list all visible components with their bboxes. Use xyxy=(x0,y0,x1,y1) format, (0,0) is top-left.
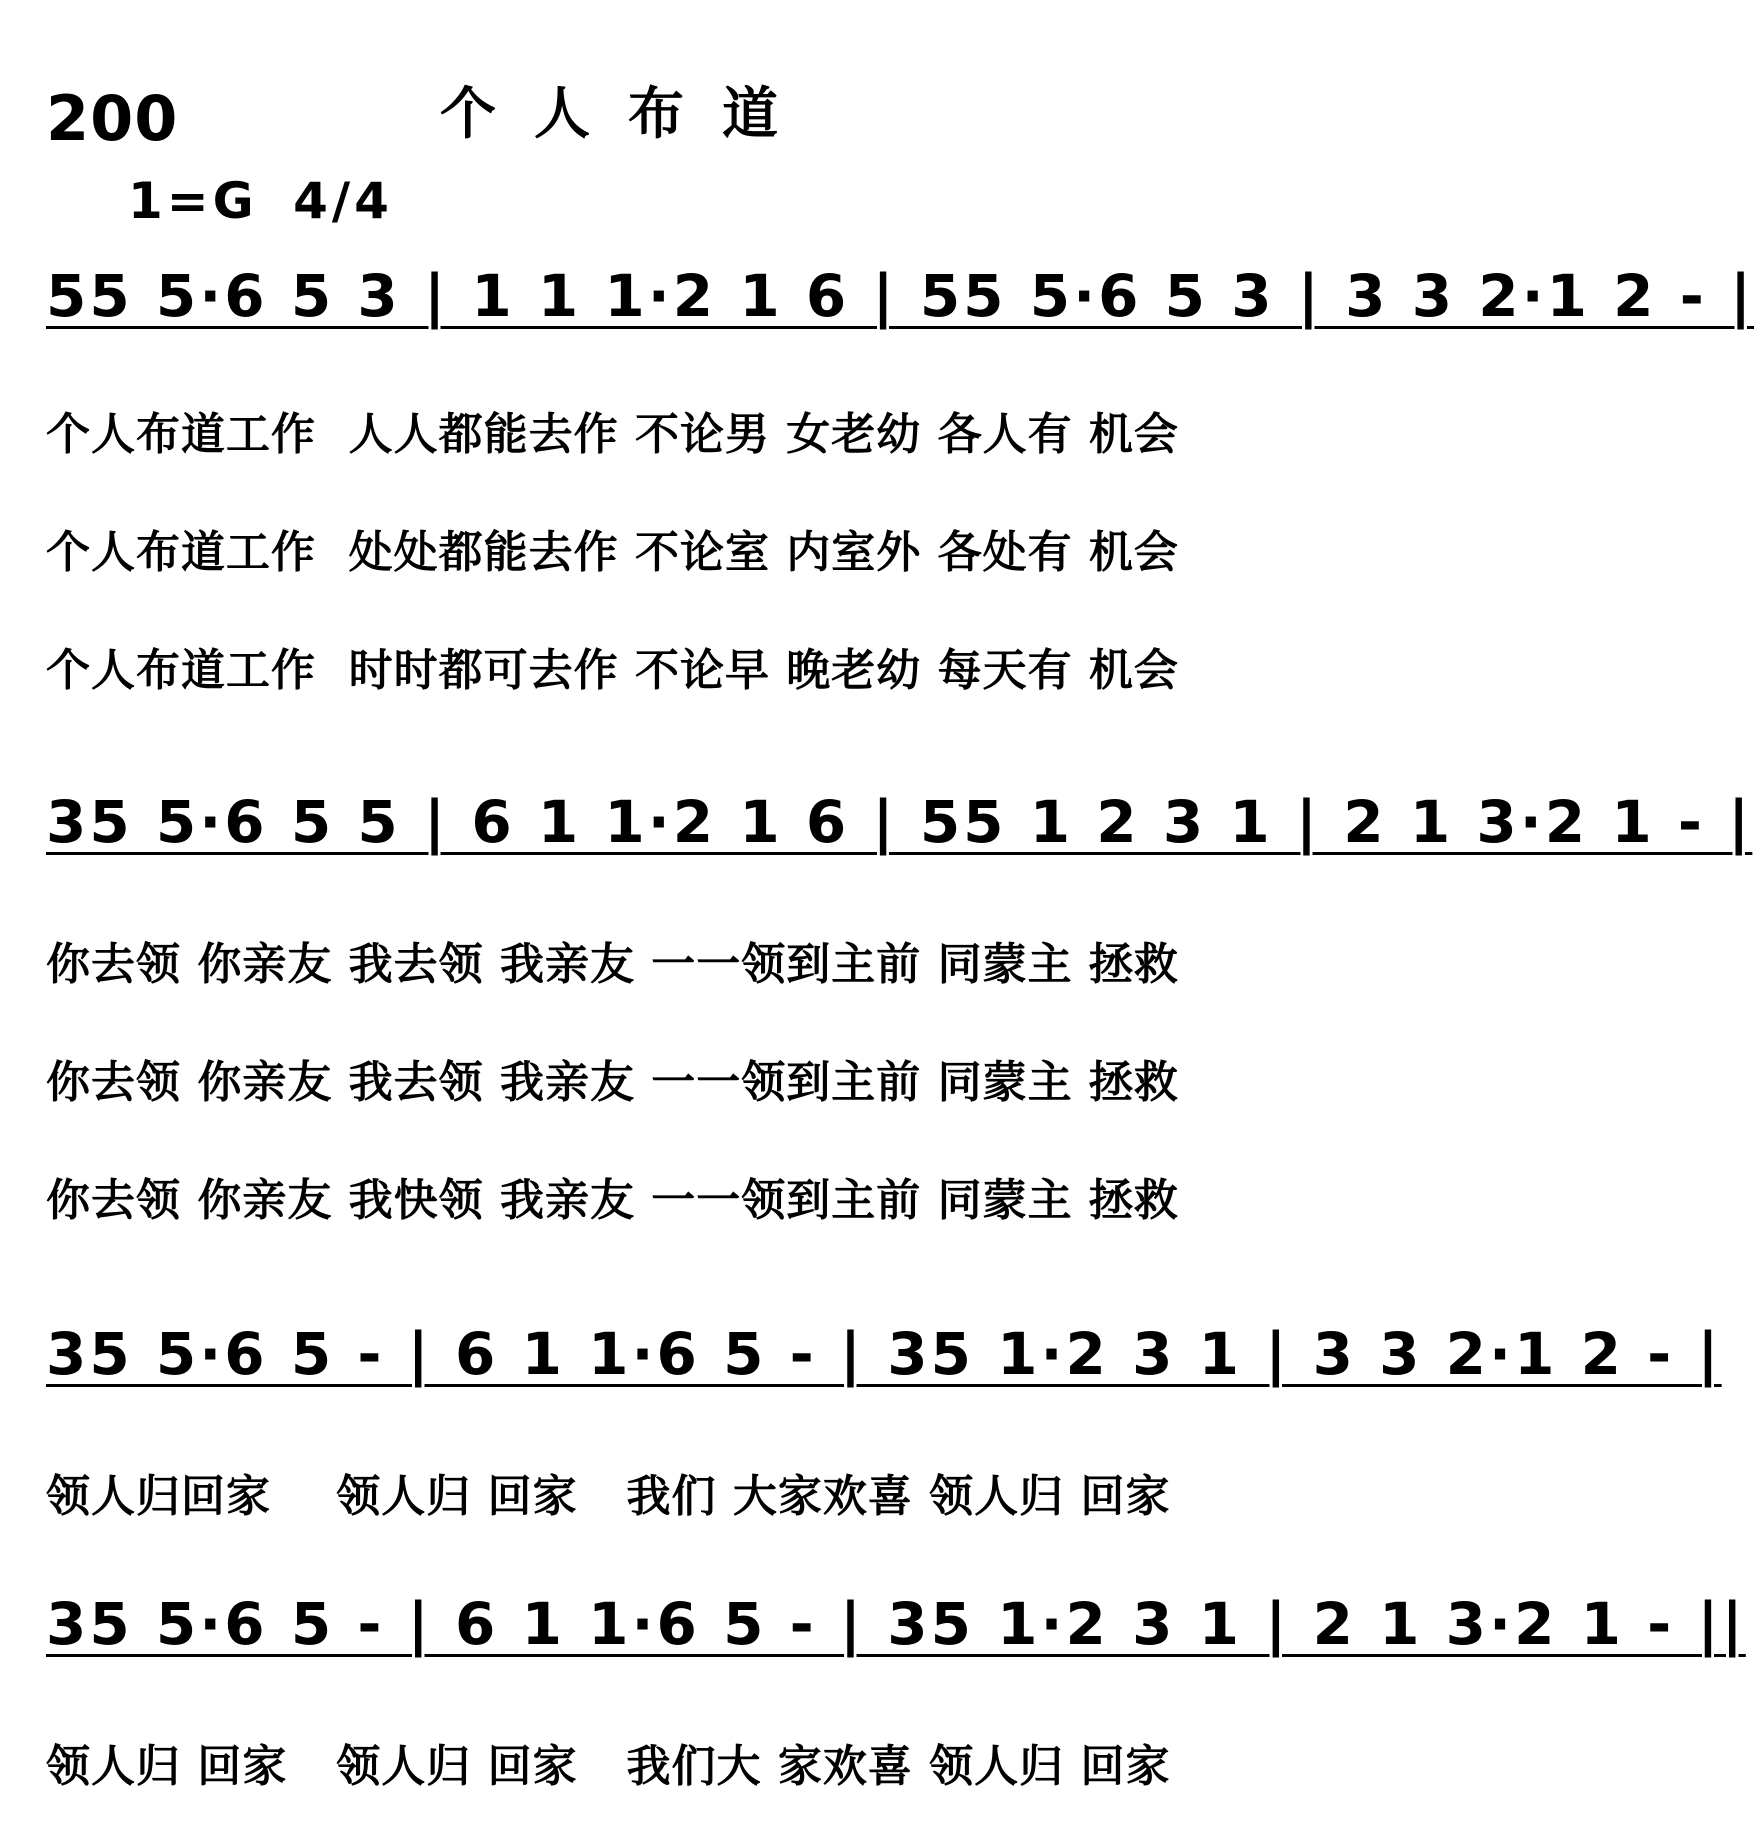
lyric-line-8: 领人归 回家 领人归 回家 我们大 家欢喜 领人归 回家 xyxy=(46,1741,1171,1792)
lyric-line-3: 个人布道工作 时时都可去作 不论早 晚老幼 每天有 机会 xyxy=(46,645,1179,696)
notation-line-4: 35 5·6 5 - | 6 1 1·6 5 - | 35 1·2 3 1 | 2 1 3·2 1 - || xyxy=(46,1590,1746,1658)
lyric-line-6: 你去领 你亲友 我快领 我亲友 一一领到主前 同蒙主 拯救 xyxy=(46,1175,1179,1226)
notation-line-1: 55 5·6 5 3 | 1 1 1·2 1 6 | 55 5·6 5 3 | 3 3 2·1 2 - | xyxy=(46,262,1754,330)
key-signature: 1=G 4/4 xyxy=(128,172,393,230)
lyric-line-4: 你去领 你亲友 我去领 我亲友 一一领到主前 同蒙主 拯救 xyxy=(46,939,1179,990)
lyric-line-5: 你去领 你亲友 我去领 我亲友 一一领到主前 同蒙主 拯救 xyxy=(46,1057,1179,1108)
hymn-number: 200 xyxy=(46,82,179,155)
lyric-line-2: 个人布道工作 处处都能去作 不论室 内室外 各处有 机会 xyxy=(46,527,1179,578)
notation-line-2: 35 5·6 5 5 | 6 1 1·2 1 6 | 55 1 2 3 1 | 2 1 3·2 1 - | xyxy=(46,788,1753,856)
lyric-line-7: 领人归回家 领人归 回家 我们 大家欢喜 领人归 回家 xyxy=(46,1471,1171,1522)
lyric-line-1: 个人布道工作 人人都能去作 不论男 女老幼 各人有 机会 xyxy=(46,409,1179,460)
notation-line-3: 35 5·6 5 - | 6 1 1·6 5 - | 35 1·2 3 1 | 3 3 2·1 2 - | xyxy=(46,1320,1722,1388)
hymn-title: 个人布道 xyxy=(440,82,816,147)
